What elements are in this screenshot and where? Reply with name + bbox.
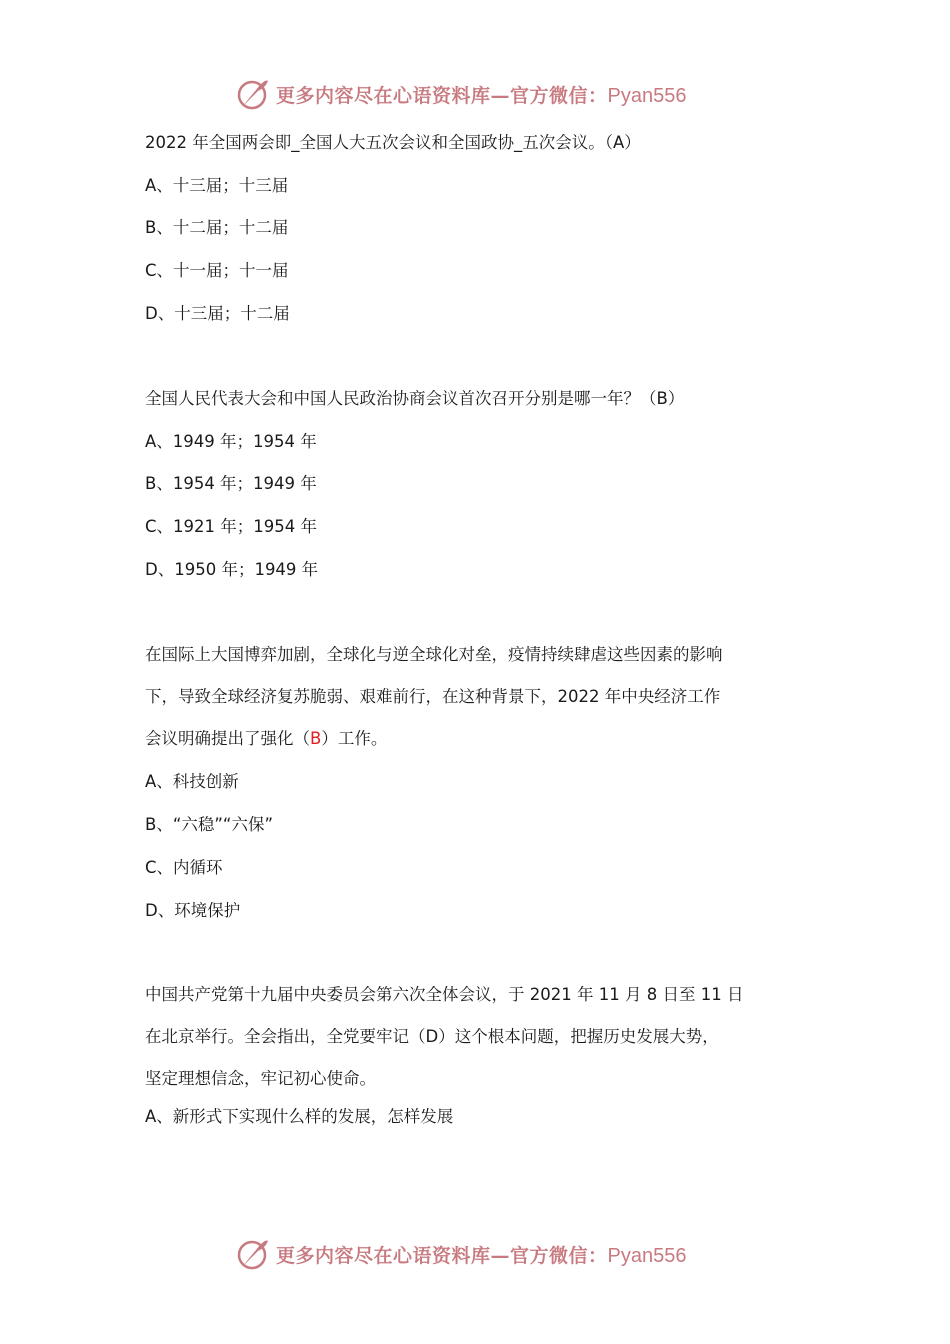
question-2-option-c: C、1921 年；1954 年 — [145, 517, 317, 536]
question-3-option-d: D、环境保护 — [145, 901, 241, 920]
question-3-option-b: B、“六稳”“六保” — [145, 815, 274, 834]
question-4-stem-line-3: 坚定理想信念，牢记初心使命。 — [145, 1069, 376, 1088]
watermark-footer — [236, 1234, 686, 1274]
watermark-text: 更多内容尽在心语资料库—官方微信：Pyan556 — [276, 1244, 687, 1267]
question-3-option-c: C、内循环 — [145, 858, 223, 877]
question-3-answer: B — [310, 729, 322, 748]
question-2-option-b: B、1954 年；1949 年 — [145, 474, 317, 493]
wechat-id: Pyan556 — [607, 1244, 687, 1267]
question-2-option-a: A、1949 年；1954 年 — [145, 432, 317, 451]
question-1-stem: 2022 年全国两会即_全国人大五次会议和全国政协_五次会议。（A） — [145, 133, 641, 152]
question-1-option-b: B、十二届；十二届 — [145, 218, 289, 237]
question-3-option-a: A、科技创新 — [145, 772, 239, 791]
quill-logo-icon — [236, 77, 270, 111]
question-3-stem-line-1: 在国际上大国博弈加剧，全球化与逆全球化对垒，疫情持续肆虐这些因素的影响 — [145, 645, 723, 664]
question-2-stem: 全国人民代表大会和中国人民政治协商会议首次召开分别是哪一年？（B） — [145, 389, 685, 408]
watermark-header — [236, 74, 686, 114]
question-4-stem-line-1: 中国共产党第十九届中央委员会第六次全体会议，于 2021 年 11 月 8 日至 11 日 — [145, 985, 744, 1004]
question-3-stem-line-3: 会议明确提出了强化（B）工作。 — [145, 729, 388, 748]
question-2-option-d: D、1950 年；1949 年 — [145, 560, 319, 579]
question-1-option-d: D、十三届；十二届 — [145, 304, 290, 323]
question-1-option-a: A、十三届；十三届 — [145, 176, 289, 195]
watermark-text: 更多内容尽在心语资料库—官方微信：Pyan556 — [276, 84, 687, 107]
question-3-stem-line-2: 下，导致全球经济复苏脆弱、艰难前行，在这种背景下，2022 年中央经济工作 — [145, 687, 721, 706]
wechat-id: Pyan556 — [607, 84, 687, 107]
quill-logo-icon — [236, 1237, 270, 1271]
question-4-option-a: A、新形式下实现什么样的发展，怎样发展 — [145, 1107, 454, 1126]
question-1-option-c: C、十一届；十一届 — [145, 261, 289, 280]
question-4-stem-line-2: 在北京举行。全会指出，全党要牢记（D）这个根本问题，把握历史发展大势， — [145, 1027, 719, 1046]
